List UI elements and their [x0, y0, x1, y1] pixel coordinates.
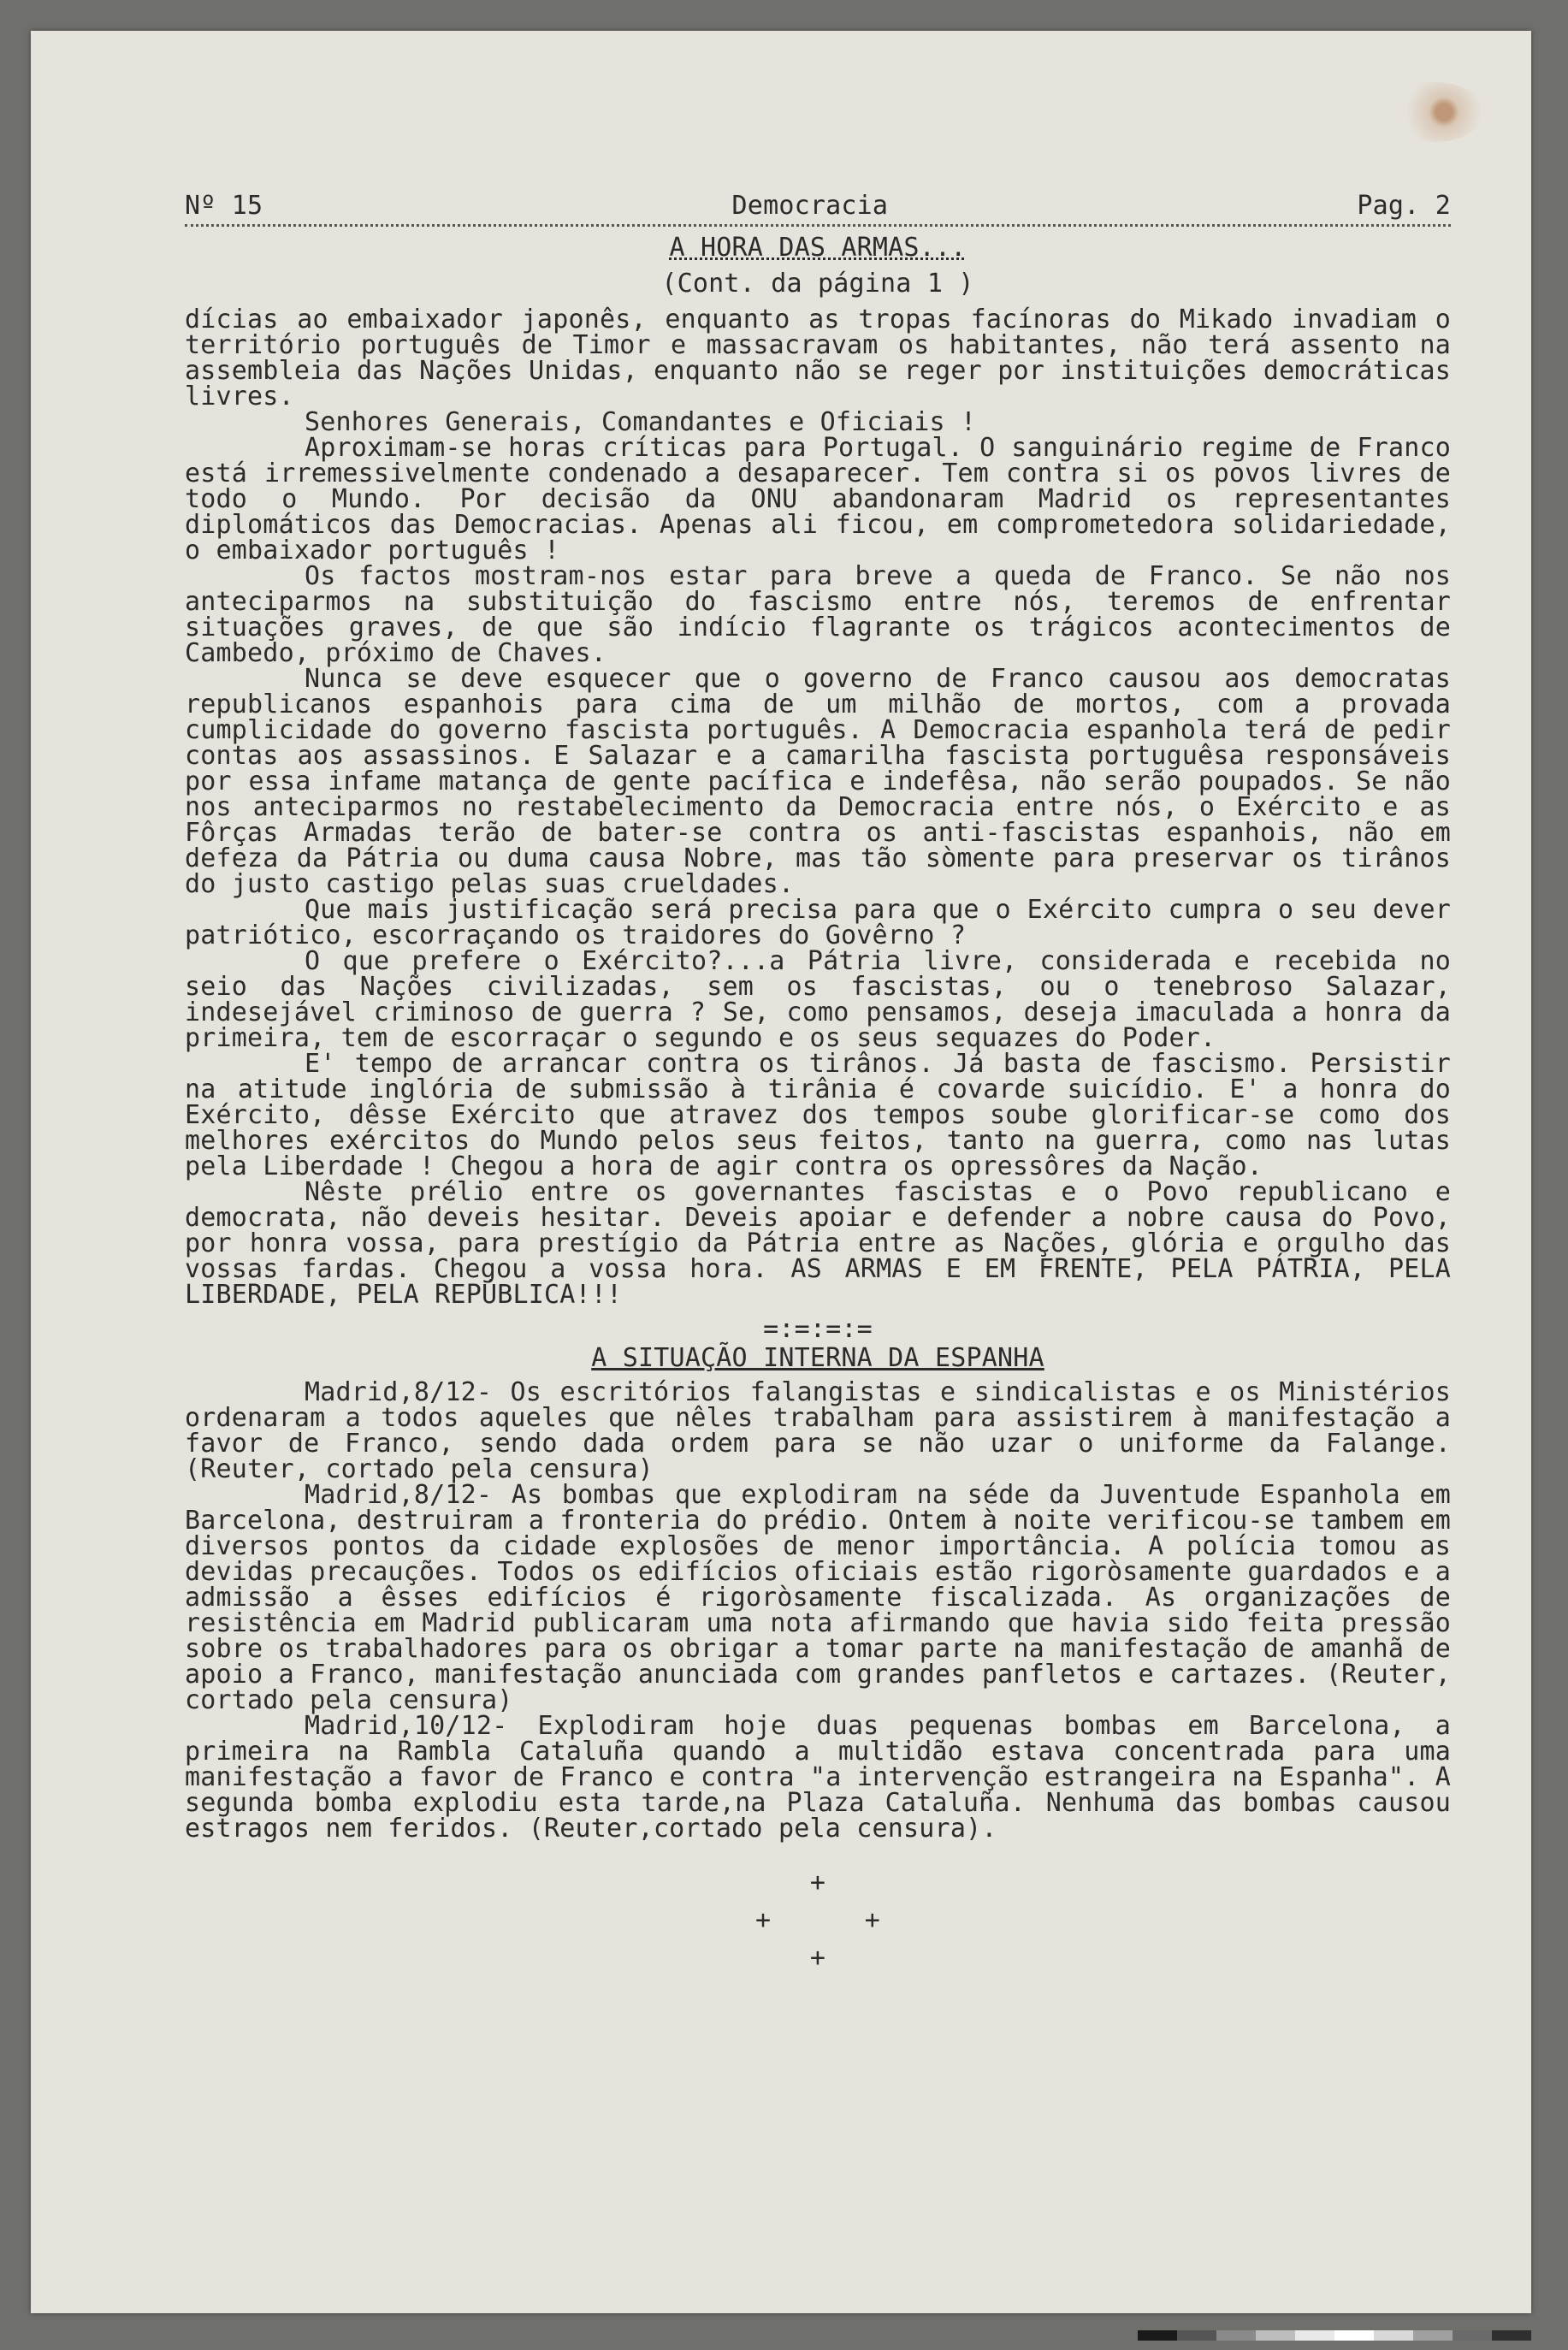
color-swatch: [1295, 2330, 1334, 2341]
document-body: [185, 159, 1451, 1977]
closing-marks: [185, 1864, 1451, 1977]
color-calibration-bar: [1138, 2320, 1531, 2346]
color-swatch: [1216, 2330, 1256, 2341]
page-header: [185, 193, 1451, 227]
news-paragraph: Madrid,8/12- As bombas que explodiram na séde da Juventude Espanhola em Barcelona, destruiram a fronteria do prédio. Ontem à noite verificou-se tambem em diversos pontos da cidade explosões de menor importância. A polícia tomou as devidas precauções. Todos os edifícios oficiais estão rigoròsamente guardados e a admissão a êsses edifícios é rigoròsamente fiscalizada. As organizações de resistência em Madrid publicaram uma nota afirmando que havia sido feita pressão sobre os trabalhadores para os obrigar a tomar parte na manifestação de amanhã de apoio a Franco, manifestação anunciada com grandes panfletos e cartazes. (Reuter, cortado pela censura): [185, 1480, 1451, 1715]
issue-number: Nº 15: [185, 191, 263, 221]
color-swatch: [1413, 2330, 1453, 2341]
cross-bottom: +: [809, 1943, 826, 1973]
stain-mark: [1382, 82, 1485, 142]
article-paragraph: Aproximam-se horas críticas para Portugal. O sanguinário regime de Franco está irremessivelmente condenado a desaparecer. Tem contra si os povos livres de todo o Mundo. Por decisão da ONU abandonaram Madrid os representantes diplomáticos das Democracias. Apenas ali ficou, em comprometedora solidariedade, o embaixador português !: [185, 433, 1451, 565]
section-title: A SITUAÇÃO INTERNA DA ESPANHA: [591, 1343, 1044, 1373]
news-paragraph: Madrid,10/12- Explodiram hoje duas pequenas bombas em Barcelona, a primeira na Rambla Cataluña quando a multidão estava concentrada para uma manifestação a favor de Franco e contra "a intervenção estrangeira na Espanha". A segunda bomba explodiu esta tarde,na Plaza Cataluña. Nenhuma das bombas causou estragos nem feridos. (Reuter,cortado pela censura).: [185, 1711, 1451, 1844]
document-sheet: [31, 31, 1531, 2313]
article-heading: A HORA DAS ARMAS...: [669, 233, 967, 263]
article-paragraph: Senhores Generais, Comandantes e Oficiais !: [305, 407, 977, 437]
article-paragraph: dícias ao embaixador japonês, enquanto as tropas facínoras do Mikado invadiam o território português de Timor e massacravam os habitantes, não terá assento na assembleia das Nações Unidas, enquanto não se reger por instituições democráticas livres.: [185, 305, 1451, 411]
article-paragraph: Os factos mostram-nos estar para breve a queda de Franco. Se não nos anteciparmos na substituição do fascismo entre nós, teremos de enfrentar situações graves, de que são indício flagrante os trágicos acontecimentos de Cambedo, próximo de Chaves.: [185, 561, 1451, 668]
news-paragraph: Madrid,8/12- Os escritórios falangistas e sindicalistas e os Ministérios ordenaram a todos aqueles que nêles trabalham para assistirem à manifestação a favor de Franco, sendo dada ordem para se não uzar o uniforme da Falange. (Reuter, cortado pela censura): [185, 1377, 1451, 1484]
section-divider: =:=:=:=: [763, 1314, 873, 1344]
color-swatch: [1453, 2330, 1492, 2341]
cross-middle: + +: [754, 1905, 881, 1935]
article-paragraph: O que prefere o Exército?...a Pátria livre, considerada e recebida no seio das Nações civilizadas, sem os fascistas, ou o tenebroso Salazar, indesejável criminoso de guerra ? Se, como pensamos, deseja imaculada a honra da primeira, tem de escorraçar o segundo e os seus sequazes do Poder.: [185, 946, 1451, 1053]
page-number: Pag. 2: [1357, 191, 1451, 221]
color-swatch: [1256, 2330, 1295, 2341]
color-swatch: [1374, 2330, 1413, 2341]
continuation-note: (Cont. da página 1 ): [661, 269, 974, 299]
article-paragraph: E' tempo de arrancar contra os tirânos. Já basta de fascismo. Persistir na atitude inglória de submissão à tirânia é covarde suicídio. E' a honra do Exército, dêsse Exército que atravez dos tempos soube glorificar-se como dos melhores exércitos do Mundo pelos seus feitos, tanto na guerra, como nas lutas pela Liberdade ! Chegou a hora de agir contra os opressôres da Nação.: [185, 1049, 1451, 1181]
article-paragraph: Que mais justificação será precisa para que o Exército cumpra o seu dever patriótico, escorraçando os traidores do Govêrno ?: [185, 895, 1451, 950]
cross-top: +: [809, 1868, 826, 1897]
color-swatch: [1177, 2330, 1216, 2341]
article-paragraph: Nêste prélio entre os governantes fascistas e o Povo republicano e democrata, não deveis hesitar. Deveis apoiar e defender a nobre causa do Povo, por honra vossa, para prestígio da Pátria entre as Nações, glória e orgulho das vossas fardas. Chegou a vossa hora. AS ARMAS E EM FRENTE, PELA PÁTRIA, PELA LIBERDADE, PELA REPÚBLICA!!!: [185, 1177, 1451, 1310]
color-swatch: [1334, 2330, 1374, 2341]
publication-title: Democracia: [731, 191, 889, 221]
color-swatch: [1492, 2330, 1531, 2341]
color-swatch: [1138, 2330, 1177, 2341]
article-paragraph: Nunca se deve esquecer que o governo de Franco causou aos democratas republicanos espanhois para cima de um milhão de mortos, com a provada cumplicidade do governo fascista português. A Democracia espanhola terá de pedir contas aos assassinos. E Salazar e a camarilha fascista portuguêsa responsáveis por essa infame matança de gente pacífica e indefêsa, não serão poupados. Se não nos anteciparmos no restabelecimento da Democracia entre nós, o Exército e as Fôrças Armadas terão de bater-se contra os anti-fascistas espanhois, não em defeza da Pátria ou duma causa Nobre, mas tão sòmente para preservar os tirânos do justo castigo pelas suas crueldades.: [185, 664, 1451, 899]
